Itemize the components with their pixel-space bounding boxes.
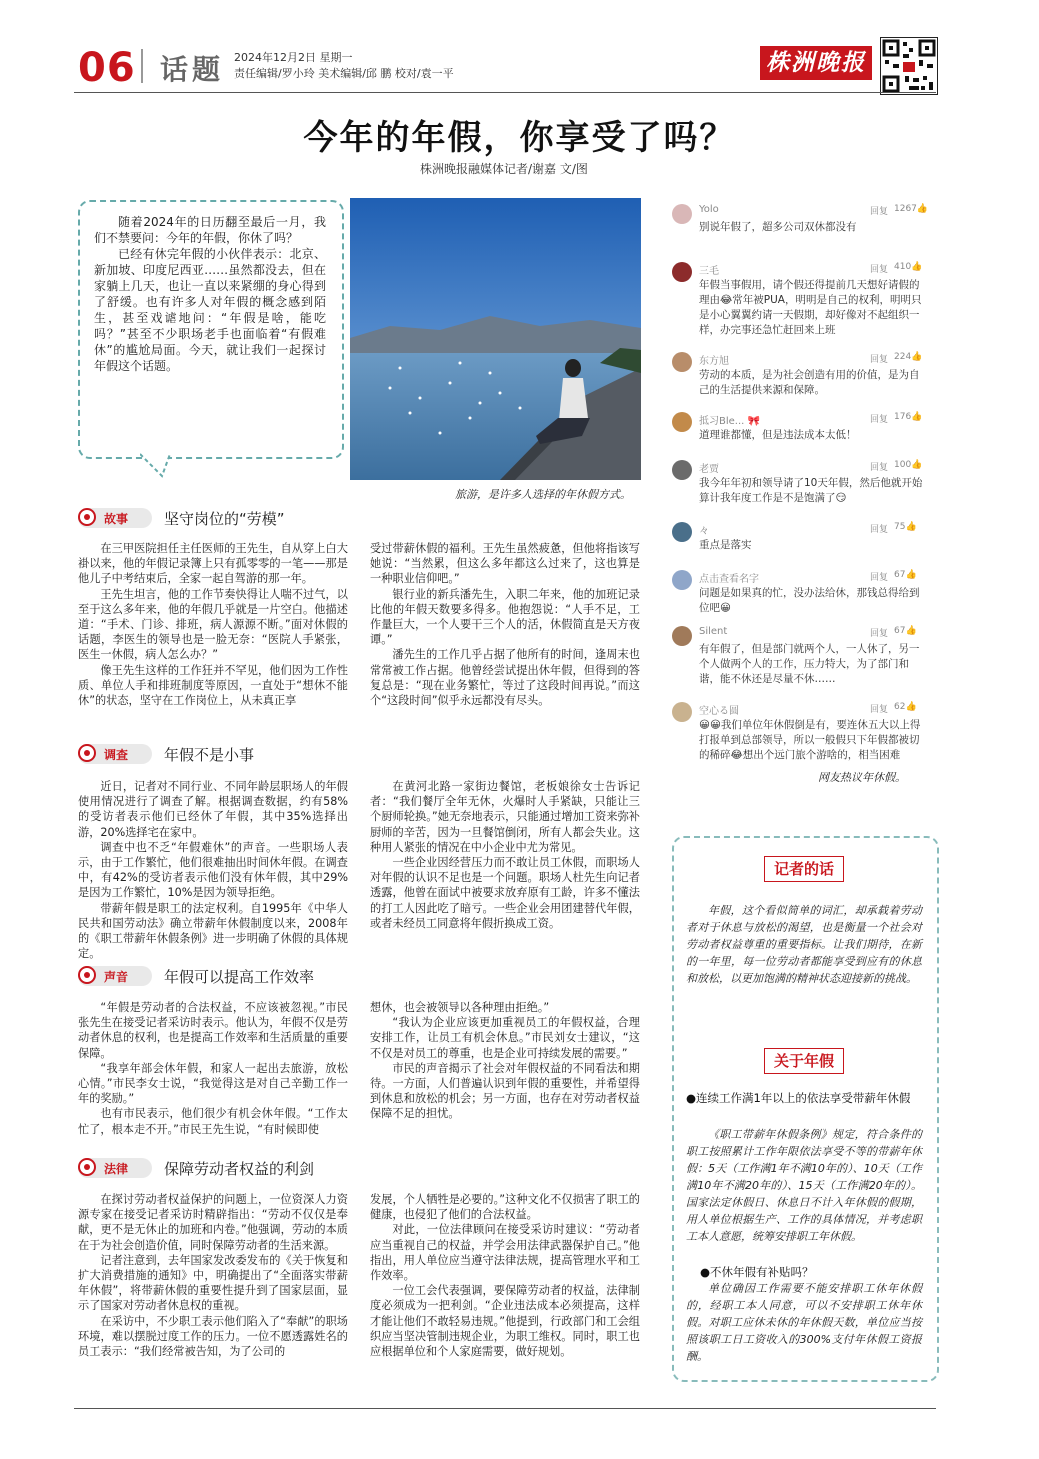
- paragraph: 带薪年假是职工的法定权利。自1995年《中华人民共和国劳动法》确立带薪年休假制度以来，2008年的《职工带薪年休假条例》进一步明确了休假的具体规定。: [78, 901, 348, 961]
- thumbs-up-icon: 👍: [905, 626, 917, 636]
- paragraph: 发展，个人牺牲是必要的。”这种文化不仅损害了职工的健康，也侵犯了他们的合法权益。: [370, 1193, 640, 1222]
- comment-text: 😀😀我们单位年休假倒是有，要连休五大以上得打报单到总部领导，所以一般假只下年假都被切的稀碎😂想出个远门旅个游啥的，相当困难: [699, 719, 921, 761]
- section-dot-icon: [78, 1158, 96, 1176]
- thumbs-up-icon: 👍: [905, 702, 917, 712]
- comment-text: 道理谁都懂，但是违法成本太低！: [699, 429, 857, 441]
- paragraph: “我认为企业应该更加重视员工的年假权益，合理安排工作，让员工有机会休息。”市民刘女士建议，“这不仅是对员工的尊重，也是企业可持续发展的需要。”: [370, 1016, 640, 1060]
- paragraph: 在黄河北路一家街边餐馆，老板娘徐女士告诉记者：“我们餐厅全年无休，火爆时人手紧缺，只能让三个厨师轮换。”她无奈地表示，只能通过增加工资来弥补厨师的辛苦，因为一旦餐馆倒闭，所有人都会失业。这种用人紧张的情况在中小企业中尤为常见。: [370, 780, 640, 854]
- paragraph: 潘先生的工作几乎占据了他所有的时间，逢周末也常常被工作占据。他曾经尝试提出休年假，但得到的答复总是：“现在业务繁忙，等过了这段时间再说。”而这个“这段时间”似乎永远都没有尽头。: [370, 648, 640, 708]
- section-title: 年假不是小事: [164, 746, 255, 764]
- section-title: 坚守岗位的“劳模”: [164, 510, 285, 528]
- section-label: 法律: [104, 1162, 129, 1176]
- paragraph: 在采访中，不少职工表示他们陷入了“奉献”的职场环境，难以摆脱过度工作的压力。一位不愿透露姓名的员工表示：“我们经常被告知，为了公司的: [78, 1314, 348, 1359]
- comment-user[interactable]: 抵习Ble... 🎀: [699, 416, 760, 427]
- section-header-law: [78, 1158, 348, 1178]
- avatar[interactable]: [672, 412, 692, 432]
- about-leave-tag: 关于年假: [764, 1048, 844, 1074]
- intro-paragraph: 随着2024年的日历翻至最后一月，我们不禁要问：今年的年假，你休了吗？: [94, 215, 326, 245]
- reply-link[interactable]: 回复: [870, 415, 889, 425]
- like-value: 75: [894, 522, 906, 532]
- editors-line: 责任编辑/罗小玲 美术编辑/邱 鹏 校对/袁一平: [234, 67, 454, 80]
- section-title: 年假可以提高工作效率: [164, 968, 315, 986]
- avatar[interactable]: [672, 460, 692, 480]
- section-column: [78, 541, 348, 708]
- like-count[interactable]: [894, 262, 922, 272]
- comment-text: 年假当事假用，请个假还得提前几天想好请假的理由😂常年被PUA，明明是自己的权利，明明只是小心翼翼约请一天假期，却好像对不起组织一样，办完事还急忙赶回来上班: [699, 279, 922, 336]
- intro-paragraph: 已经有休完年假的小伙伴表示：北京、新加坡、印度尼西亚……虽然都没去，但在家躺上几天，也让一直以来紧绷的身心得到了舒缓。也有许多人对年假的概念感到陌生，甚至戏谑地问：“年假是啥，能吃吗？”甚至不少职场老手也面临着“有假难休”的尴尬局面。今天，就让我们一起探讨年假这个话题。: [94, 247, 326, 373]
- like-count[interactable]: [894, 460, 922, 470]
- section-name: 话题: [160, 53, 225, 86]
- avatar[interactable]: [672, 626, 692, 646]
- section-header-voices: [78, 966, 348, 986]
- page-number: 06: [78, 45, 136, 91]
- paragraph: “我享年部会休年假，和家人一起出去旅游，放松心情。”市民李女士说，“我觉得这是对自己辛勤工作一年的奖励。”: [78, 1061, 348, 1106]
- like-value: 67: [894, 626, 906, 636]
- thumbs-up-icon: 👍: [911, 460, 923, 470]
- speech-tail-icon: [140, 452, 180, 478]
- lake-photo: [350, 198, 641, 480]
- thumbs-up-icon: 👍: [911, 262, 923, 272]
- section-dot-icon: [78, 508, 96, 526]
- reply-link[interactable]: 回复: [870, 573, 889, 583]
- reply-link[interactable]: 回复: [870, 265, 889, 275]
- section-title: 保障劳动者权益的利剑: [164, 1160, 315, 1178]
- intro-text: [94, 214, 326, 374]
- section-dot-icon: [78, 966, 96, 984]
- comment-text: 重点是落实: [699, 539, 752, 551]
- thumbs-up-icon: 👍: [905, 570, 917, 580]
- paragraph: 王先生坦言，他的工作节奏快得让人喘不过气，以至于这么多年来，他的年假几乎就是一片空白。他描述道：“手术、门诊、排班，病人源源不断。”面对休假的话题，李医生的领导也是一脸无奈：“医院人手紧张，医生一休假，病人怎么办？”: [78, 587, 348, 662]
- reply-link[interactable]: 回复: [870, 525, 889, 535]
- paragraph: 在三甲医院担任主任医师的王先生，自从穿上白大褂以来，他的年假记录簿上只有孤零零的一笔——那是他儿子中考结束后，全家一起自驾游的那一年。: [78, 542, 348, 586]
- comment-user[interactable]: Yolo: [699, 204, 719, 215]
- thumbs-up-icon: 👍: [916, 204, 929, 214]
- comment-user[interactable]: 々: [699, 526, 709, 537]
- section-column: [370, 1000, 640, 1122]
- like-value: 100: [894, 460, 912, 470]
- comment-text: 问题是如果真的忙，没办法给休，那钱总得给到位吧😀: [699, 587, 920, 614]
- reply-link[interactable]: 回复: [870, 355, 889, 365]
- section-header-story: [78, 508, 348, 528]
- avatar[interactable]: [672, 570, 692, 590]
- like-count[interactable]: [894, 626, 917, 636]
- like-count[interactable]: [894, 412, 922, 422]
- avatar[interactable]: [672, 702, 692, 722]
- avatar[interactable]: [672, 262, 692, 282]
- reply-link[interactable]: 回复: [870, 705, 889, 715]
- thumbs-up-icon: 👍: [911, 412, 923, 422]
- paragraph: “年假是劳动者的合法权益，不应该被忽视。”市民张先生在接受记者采访时表示。他认为，年假不仅是劳动者休息的权利，也是提高工作效率和生活质量的重要保障。: [78, 1001, 348, 1060]
- section-column: [78, 779, 348, 961]
- comment-user[interactable]: 老贾: [699, 464, 719, 475]
- comment-text: 别说年假了，超多公司双休都没有: [699, 221, 857, 233]
- avatar[interactable]: [672, 204, 692, 224]
- qr-code-icon[interactable]: [880, 37, 938, 95]
- paragraph: 调查中也不乏“年假难休”的声音。一些职场人表示，由于工作繁忙，他们很难抽出时间休年假。在调查中，有42%的受访者表示他们没有休年假，其中29%是因为工作繁忙，10%是因为领导拒绝。: [78, 840, 348, 900]
- comment-text: 有年假了，但是部门就两个人，一人休了，另一个人做两个人的工作，压力特大，为了部门和谐，能不休还是尽量不休……: [699, 643, 920, 685]
- reporter-note-tag: 记者的话: [764, 856, 844, 882]
- section-dot-icon: [78, 744, 96, 762]
- paragraph: 像王先生这样的工作狂并不罕见，他们因为工作性质、单位人手和排班制度等原因，一直处于“想休不能休”的状态，坚守在工作岗位上，从未真正享: [78, 663, 348, 708]
- paragraph: 市民的声音揭示了社会对年假权益的不同看法和期待。一方面，人们普遍认识到年假的重要性，并希望得到休息和放松的机会；另一方面，也存在对劳动者权益保障不足的担忧。: [370, 1061, 640, 1121]
- section-column: [78, 1192, 348, 1359]
- paragraph: 一些企业因经营压力而不敢让员工休假，而职场人对年假的认识不足也是一个问题。职场人杜先生向记者透露，他曾在面试中被要求放弃原有工龄，许多不懂法的打工人因此吃了暗亏。一些企业会用团建替代年假，或者未经员工同意将年假折换成工资。: [370, 856, 640, 930]
- avatar[interactable]: [672, 352, 692, 372]
- comment-text: 我今年年初和领导请了10天年假，然后他就开始算计我年度工作是不是饱满了😏: [699, 477, 923, 504]
- section-label: 声音: [104, 970, 129, 984]
- paragraph: 记者注意到，去年国家发改委发布的《关于恢复和扩大消费措施的通知》中，明确提出了“全面落实带薪年休假”，将带薪休假的重要性提升到了国家层面，显示了国家对劳动者休息权的重视。: [78, 1253, 348, 1313]
- reply-link[interactable]: 回复: [870, 207, 889, 217]
- section-column: [370, 1192, 640, 1359]
- header-rule: [74, 92, 936, 93]
- like-value: 224: [894, 352, 912, 362]
- header-divider: [141, 49, 143, 83]
- like-count[interactable]: [894, 570, 917, 580]
- like-value: 410: [894, 262, 912, 272]
- paragraph: 受过带薪休假的福利。王先生虽然疲惫，但他将指该写她说：“当然累，但这么多年都这么过来了，这也算是一种职业信仰吧。”: [370, 542, 640, 586]
- about-leave-text: [686, 1126, 922, 1245]
- comment-user[interactable]: 空心る圆: [699, 706, 739, 717]
- byline: 株洲晚报融媒体记者/谢嘉 文/图: [420, 162, 588, 176]
- reporter-note-text: [686, 902, 922, 987]
- like-count[interactable]: [894, 702, 917, 712]
- comments-caption: 网友热议年休假。: [818, 771, 906, 784]
- newspaper-logo: 株洲晚报: [760, 46, 872, 80]
- about-leave-bullet: ●连续工作满1年以上的依法享受带薪年休假: [686, 1091, 911, 1105]
- section-label: 故事: [104, 512, 129, 526]
- like-count[interactable]: [894, 204, 928, 214]
- about-leave-paragraph: 单位确因工作需要不能安排职工休年休假的，经职工本人同意，可以不安排职工休年休假。对职工应休未休的年休假天数，单位应当按照该职工日工资收入的300%支付年休假工资报酬。: [686, 1282, 922, 1363]
- photo-caption: 旅游，是许多人选择的年休假方式。: [455, 488, 631, 501]
- section-column: [78, 1000, 348, 1137]
- comment-user[interactable]: 东方旭: [699, 356, 729, 367]
- comment-user[interactable]: Silent: [699, 626, 728, 637]
- like-value: 67: [894, 570, 906, 580]
- avatar[interactable]: [672, 522, 692, 542]
- like-count[interactable]: [894, 522, 917, 532]
- paragraph: 想休，也会被领导以各种理由拒绝。”: [370, 1001, 550, 1014]
- reply-link[interactable]: 回复: [870, 463, 889, 473]
- like-value: 1267: [894, 204, 917, 214]
- like-value: 62: [894, 702, 906, 712]
- comment-user[interactable]: 点击查看名字: [699, 574, 759, 585]
- paragraph: 银行业的新兵潘先生，入职二年来，他的加班记录比他的年假天数要多得多。他抱怨说：“人手不足，工作量巨大，一个人要干三个人的活，休假简直是天方夜谭。”: [370, 587, 640, 647]
- section-header-survey: [78, 744, 348, 764]
- paragraph: 在探讨劳动者权益保护的问题上，一位资深人力资源专家在接受记者采访时精辟指出：“劳动不仅仅是奉献，更不是无休止的加班和内卷。”他强调，劳动的本质在于为社会创造价值，同时保障劳动者的生活来源。: [78, 1193, 348, 1252]
- like-count[interactable]: [894, 352, 922, 362]
- like-value: 176: [894, 412, 912, 422]
- about-leave-text: [686, 1280, 922, 1365]
- footer-rule: [74, 1408, 936, 1409]
- reporter-note-paragraph: 年假，这个看似简单的词汇，却承载着劳动者对于休息与放松的渴望，也是衡量一个社会对劳动者权益尊重的重要指标。让我们期待，在新的一年里，每一位劳动者都能享受到应有的休息和放松，以更加饱满的精神状态迎接新的挑战。: [686, 904, 922, 985]
- about-leave-bullet: ●不休年假有补贴吗？: [700, 1265, 814, 1279]
- section-column: [370, 541, 640, 708]
- comment-text: 劳动的本质，是为社会创造有用的价值，是为自己的生活提供来源和保障。: [699, 369, 920, 396]
- paragraph: 近日，记者对不同行业、不同年龄层职场人的年假使用情况进行了调查了解。根据调查数据，约有58%的受访者表示他们已经休了年假，其中35%选择出游，20%选择宅在家中。: [78, 780, 348, 839]
- section-column: [370, 779, 640, 931]
- section-label: 调查: [104, 748, 129, 762]
- thumbs-up-icon: 👍: [911, 352, 923, 362]
- reply-link[interactable]: 回复: [870, 629, 889, 639]
- thumbs-up-icon: 👍: [905, 522, 917, 532]
- date-line: 2024年12月2日 星期一: [234, 51, 353, 64]
- paragraph: 对此，一位法律顾问在接受采访时建议：“劳动者应当重视自己的权益，并学会用法律武器保护自己。”他指出，用人单位应当遵守法律法规，提高管理水平和工作效率。: [370, 1223, 640, 1283]
- article-title: 今年的年假，你享受了吗？: [303, 118, 736, 158]
- comment-user[interactable]: 三毛: [699, 266, 719, 277]
- paragraph: 一位工会代表强调，要保障劳动者的权益，法律制度必须成为一把利剑。“企业违法成本必须提高，这样才能让他们不敢轻易违规。”他提到，行政部门和工会组织应当坚决管制违规企业，为职工维权。同时，职工也应根据单位和个人家庭需要，做好规划。: [370, 1284, 640, 1359]
- about-leave-paragraph: 《职工带薪年休假条例》规定，符合条件的职工按照累计工作年限依法享受不等的带薪年休假：5天（工作满1年不满10年的）、10天（工作满10年不满20年的）、15天（工作满20年的）。国家法定休假日、休息日不计入年休假的假期，用人单位根据生产、工作的具体情况，并考虑职工本人意愿，统筹安排职工年休假。: [686, 1128, 922, 1243]
- paragraph: 也有市民表示，他们很少有机会休年假。“工作太忙了，根本走不开。”市民王先生说，“有时候即使: [78, 1107, 348, 1136]
